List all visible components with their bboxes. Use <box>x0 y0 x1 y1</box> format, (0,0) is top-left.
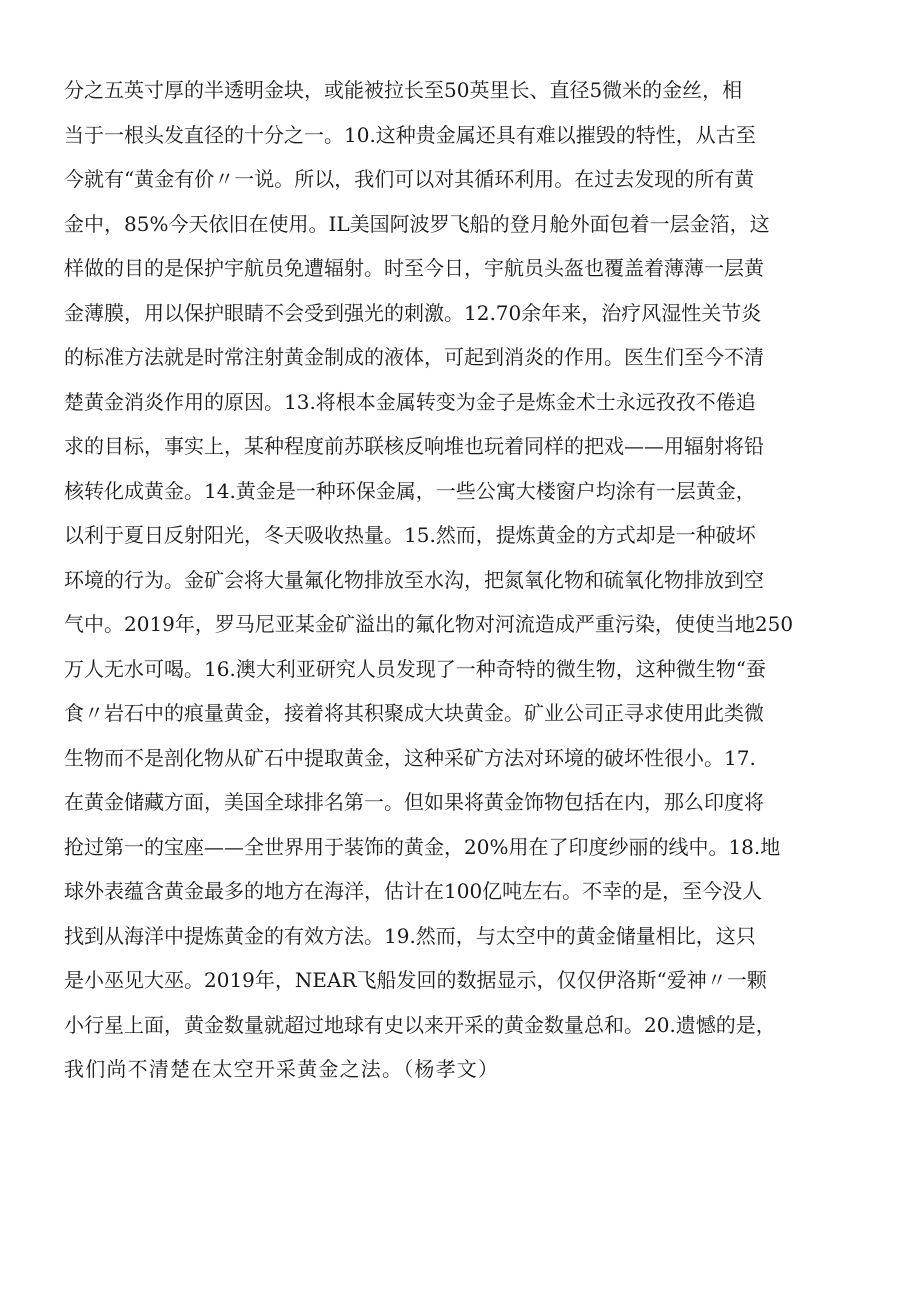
text-line: 金薄膜，用以保护眼睛不会受到强光的刺激。12.70余年来，治疗风湿性关节炎 <box>64 300 762 325</box>
text-line: 核转化成黄金。14.黄金是一种环保金属，一些公寓大楼窗户均涂有一层黄金， <box>64 478 756 503</box>
text-line: 气中。2019年，罗马尼亚某金矿溢出的氟化物对河流造成严重污染，使使当地250 <box>64 612 794 636</box>
text-line: 今就有“黄金有价〃一说。所以，我们可以对其循环利用。在过去发现的所有黄 <box>64 167 755 191</box>
article-body <box>64 68 864 1092</box>
text-line: 球外表蕴含黄金最多的地方在海洋，估计在100亿吨左右。不幸的是，至今没人 <box>64 879 763 903</box>
text-line: 以利于夏日反射阳光，冬天吸收热量。15.然而，提炼黄金的方式却是一种破坏 <box>64 523 756 547</box>
text-line: 求的目标，事实上，某种程度前苏联核反响堆也玩着同样的把戏——用辐射将铅 <box>64 434 764 458</box>
text-line: 的标准方法就是时常注射黄金制成的液体，可起到消炎的作用。医生们至今不清 <box>64 345 764 369</box>
text-line: 是小巫见大巫。2019年，NEAR飞船发回的数据显示，仅仅伊洛斯“爱神〃一颗 <box>64 968 767 992</box>
text-line: 我们尚不清楚在太空开采黄金之法。（杨孝文） <box>64 1057 500 1081</box>
text-line: 楚黄金消炎作用的原因。13.将根本金属转变为金子是炼金术士永远孜孜不倦追 <box>64 389 756 414</box>
text-line: 在黄金储藏方面，美国全球排名第一。但如果将黄金饰物包括在内，那么印度将 <box>64 790 764 814</box>
text-line: 抢过第一的宝座——全世界用于装饰的黄金，20%用在了印度纱丽的线中。18.地 <box>64 834 781 859</box>
text-line: 分之五英寸厚的半透明金块，或能被拉长至50英里长、直径5微米的金丝，相 <box>64 78 743 102</box>
text-line: 生物而不是剖化物从矿石中提取黄金，这种采矿方法对环境的破坏性很小。17. <box>64 745 756 770</box>
text-line: 金中，85%今天依旧在使用。IL美国阿波罗飞船的登月舱外面包着一层金箔，这 <box>64 211 770 236</box>
text-line: 样做的目的是保护宇航员免遭辐射。时至今日，宇航员头盔也覆盖着薄薄一层黄 <box>64 256 764 280</box>
text-line: 找到从海洋中提炼黄金的有效方法。19.然而，与太空中的黄金储量相比，这只 <box>64 923 756 948</box>
text-line: 食〃岩石中的痕量黄金，接着将其积聚成大块黄金。矿业公司正寻求使用此类微 <box>64 701 764 725</box>
text-line: 小行星上面，黄金数量就超过地球有史以来开采的黄金数量总和。20.遗憾的是， <box>64 1012 776 1037</box>
text-line: 环境的行为。金矿会将大量氟化物排放至水沟，把氮氧化物和硫氧化物排放到空 <box>64 567 764 592</box>
text-line: 万人无水可喝。16.澳大利亚研究人员发现了一种奇特的微生物，这种微生物“蚕 <box>64 656 767 681</box>
text-line: 当于一根头发直径的十分之一。10.这种贵金属还具有难以摧毁的特性，从古至 <box>64 122 756 147</box>
